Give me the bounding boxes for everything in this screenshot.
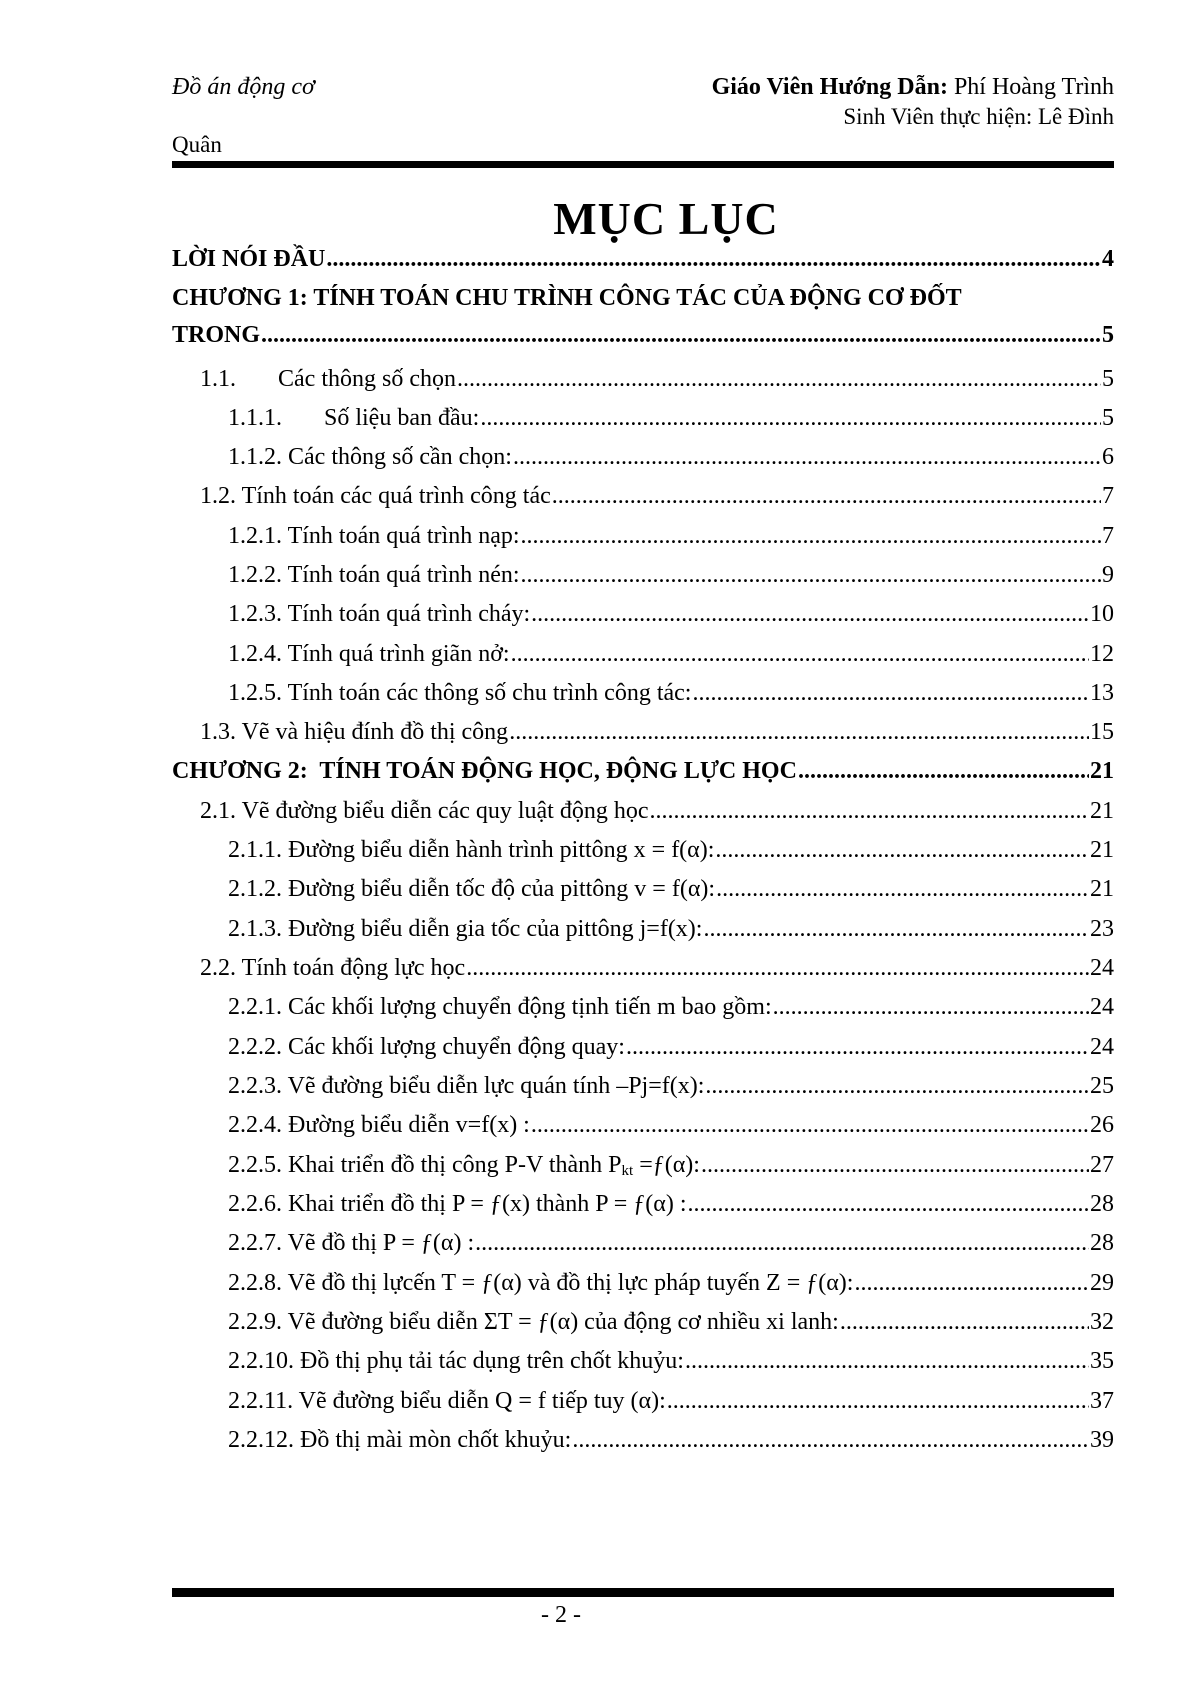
toc-leader-dots [261, 320, 1101, 350]
toc-entry[interactable] [228, 1110, 1114, 1140]
toc-entry-label: 1.1.2. Các thông số cần chọn: [228, 444, 512, 470]
toc-leader-dots [687, 1189, 1089, 1219]
toc-entry-page: 25 [1090, 1073, 1114, 1099]
toc-entry-page: 28 [1090, 1191, 1114, 1217]
toc-entry-page: 5 [1102, 405, 1114, 431]
header-advisor-name: Phí Hoàng Trình [953, 74, 1114, 100]
toc-entry-page: 24 [1090, 994, 1114, 1020]
toc-entry-label: 2.1.1. Đường biểu diễn hành trình pittông x = f(α): [228, 837, 715, 863]
toc-entry[interactable] [200, 481, 1114, 511]
toc-entry[interactable] [228, 560, 1114, 590]
toc-entry-label: 2.2.6. Khai triển đồ thị P = ƒ(x) thành P = ƒ(α) : [228, 1191, 687, 1217]
toc-entry[interactable] [228, 835, 1114, 865]
header-student: Sinh Viên thực hiện: Lê Đình [843, 104, 1114, 129]
toc-leader-dots [475, 1228, 1089, 1258]
header-document-title: Đồ án động cơ [172, 74, 315, 100]
toc-entry-label-subscript: kt [621, 1163, 634, 1179]
toc-entry-label: 1.1. Các thông số chọn [200, 366, 456, 392]
toc-entry-page: 5 [1102, 366, 1114, 392]
toc-entry[interactable] [228, 442, 1114, 472]
toc-entry-page: 6 [1102, 444, 1114, 470]
toc-entry-page: 9 [1102, 562, 1114, 588]
toc-entry-page: 13 [1090, 680, 1114, 706]
toc-leader-dots [692, 678, 1089, 708]
toc-entry[interactable] [228, 1150, 1114, 1186]
toc-entry-label: 2.2.12. Đồ thị mài mòn chốt khuỷu: [228, 1427, 572, 1453]
toc-entry[interactable] [228, 1346, 1114, 1376]
toc-entry[interactable] [228, 874, 1114, 904]
toc-entry[interactable] [228, 1032, 1114, 1062]
toc-entry[interactable] [200, 717, 1114, 747]
toc-entry-label: 2.1.2. Đường biểu diễn tốc độ của pittông v = f(α): [228, 876, 716, 902]
toc-entry[interactable] [228, 1228, 1114, 1258]
toc-entry[interactable] [228, 992, 1114, 1022]
toc-leader-dots [854, 1268, 1089, 1298]
toc-entry-label: 1.2.1. Tính toán quá trình nạp: [228, 523, 520, 549]
toc-leader-dots [511, 639, 1089, 669]
toc-leader-dots [326, 244, 1101, 274]
header-advisor [712, 74, 1114, 101]
toc-entry-label: 1.1.1. Số liệu ban đầu: [228, 405, 480, 431]
toc-leader-dots [572, 1425, 1089, 1455]
toc-entry-page: 39 [1090, 1427, 1114, 1453]
toc-entry-label: 2.2.8. Vẽ đồ thị lựcến T = ƒ(α) và đồ thị lực pháp tuyến Z = ƒ(α): [228, 1270, 854, 1296]
toc-leader-dots [685, 1346, 1089, 1376]
toc-entry-label: 1.2.5. Tính toán các thông số chu trình công tác: [228, 680, 692, 706]
toc-entry-page: 12 [1090, 641, 1114, 667]
toc-entry-label: 1.3. Vẽ và hiệu đính đồ thị công [200, 719, 509, 745]
toc-leader-dots [773, 992, 1089, 1022]
toc-leader-dots [705, 1071, 1089, 1101]
toc-entry-label: 2.1.3. Đường biểu diễn gia tốc của pittông j=f(x): [228, 916, 703, 942]
header-advisor-label: Giáo Viên Hướng Dẫn: [711, 74, 948, 100]
toc-entry-label: 2.2.4. Đường biểu diễn v=f(x) : [228, 1112, 530, 1138]
toc-leader-dots [480, 403, 1101, 433]
toc-entry-page: 37 [1090, 1388, 1114, 1414]
toc-entry-line1[interactable] [172, 283, 1114, 313]
toc-leader-dots [521, 521, 1101, 551]
toc-entry-label-main: 2.2.5. Khai triển đồ thị công P-V thành P [228, 1152, 622, 1178]
toc-entry-label: 2.2.11. Vẽ đường biểu diễn Q = f tiếp tuy (α): [228, 1388, 666, 1414]
toc-leader-dots [531, 1110, 1089, 1140]
toc-leader-dots [513, 442, 1101, 472]
toc-entry-label-tail: =ƒ(α): [633, 1152, 700, 1178]
toc-entry-label: 1.2.3. Tính toán quá trình cháy: [228, 601, 531, 627]
toc-entry-label: CHƯƠNG 1: TÍNH TOÁN CHU TRÌNH CÔNG TÁC CỦA ĐỘNG CƠ ĐỐT [172, 285, 962, 311]
toc-leader-dots [457, 364, 1101, 394]
header-rule [172, 161, 1114, 168]
toc-entry-page: 26 [1090, 1112, 1114, 1138]
toc-entry-label: 1.2. Tính toán các quá trình công tác [200, 483, 551, 509]
toc-entry-label: 2.2.10. Đồ thị phụ tải tác dụng trên chốt khuỷu: [228, 1348, 684, 1374]
toc-entry-label: CHƯƠNG 2: TÍNH TOÁN ĐỘNG HỌC, ĐỘNG LỰC HỌC [172, 758, 797, 784]
toc-entry[interactable] [228, 1268, 1114, 1298]
toc-leader-dots [626, 1032, 1089, 1062]
toc-entry-page: 24 [1090, 955, 1114, 981]
toc-entry-label: 1.2.2. Tính toán quá trình nén: [228, 562, 520, 588]
toc-entry[interactable] [200, 953, 1114, 983]
toc-entry-page: 29 [1090, 1270, 1114, 1296]
toc-entry-page: 23 [1090, 916, 1114, 942]
toc-entry-page: 21 [1090, 876, 1114, 902]
toc-leader-dots [521, 560, 1101, 590]
toc-leader-dots [509, 717, 1089, 747]
toc-entry[interactable] [228, 403, 1114, 433]
toc-entry-page: 4 [1102, 246, 1114, 272]
toc-leader-dots [701, 1150, 1089, 1180]
toc-leader-dots [667, 1386, 1089, 1416]
toc-entry-label: 2.2.7. Vẽ đồ thị P = ƒ(α) : [228, 1230, 475, 1256]
toc-leader-dots [715, 835, 1089, 865]
toc-entry-label: 2.2.9. Vẽ đường biểu diễn ΣT = ƒ(α) của động cơ nhiều xi lanh: [228, 1309, 839, 1335]
toc-entry-page: 7 [1102, 523, 1114, 549]
toc-entry[interactable] [172, 244, 1114, 274]
toc-entry[interactable] [172, 320, 1114, 350]
toc-entry-label [228, 1150, 700, 1186]
toc-entry[interactable] [228, 678, 1114, 708]
toc-entry[interactable] [228, 639, 1114, 669]
toc-entry-page: 7 [1102, 483, 1114, 509]
toc-entry[interactable] [200, 796, 1114, 826]
toc-entry-label: 2.1. Vẽ đường biểu diễn các quy luật động học [200, 798, 649, 824]
toc-leader-dots [798, 756, 1089, 786]
toc-entry-page: 5 [1102, 322, 1114, 348]
toc-leader-dots [531, 599, 1089, 629]
toc-entry-label: 2.2.2. Các khối lượng chuyển động quay: [228, 1034, 625, 1060]
toc-entry[interactable] [228, 914, 1114, 944]
toc-entry[interactable] [228, 599, 1114, 629]
toc-leader-dots [840, 1307, 1089, 1337]
toc-entry-label: 2.2. Tính toán động lực học [200, 955, 466, 981]
footer-rule [172, 1588, 1114, 1597]
toc-entry[interactable] [228, 1425, 1114, 1455]
page-title: MỤC LỤC [553, 193, 779, 244]
toc-entry-label: 2.2.1. Các khối lượng chuyển động tịnh tiến m bao gồm: [228, 994, 772, 1020]
toc-entry-page: 35 [1090, 1348, 1114, 1374]
toc-entry-label: TRONG [172, 322, 261, 348]
toc-entry[interactable] [228, 1386, 1114, 1416]
toc-entry[interactable] [200, 364, 1114, 394]
toc-leader-dots [466, 953, 1089, 983]
toc-leader-dots [650, 796, 1090, 826]
toc-leader-dots [716, 874, 1089, 904]
toc-entry-page: 21 [1090, 758, 1114, 784]
toc-entry[interactable] [228, 1189, 1114, 1219]
toc-entry[interactable] [228, 1307, 1114, 1337]
toc-entry[interactable] [228, 1071, 1114, 1101]
toc-entry[interactable] [228, 521, 1114, 551]
toc-entry-label: 2.2.3. Vẽ đường biểu diễn lực quán tính –Pj=f(x): [228, 1073, 705, 1099]
toc-entry-page: 28 [1090, 1230, 1114, 1256]
toc-entry-label: LỜI NÓI ĐẦU [172, 246, 326, 272]
toc-entry-page: 32 [1090, 1309, 1114, 1335]
toc-entry-page: 21 [1090, 837, 1114, 863]
toc-entry-page: 15 [1090, 719, 1114, 745]
header-student-wrap: Quân [172, 132, 222, 157]
toc-leader-dots [552, 481, 1101, 511]
page-number: - 2 - [541, 1602, 581, 1628]
toc-entry-page: 21 [1090, 798, 1114, 824]
toc-entry-page: 10 [1090, 601, 1114, 627]
toc-entry-page: 27 [1090, 1152, 1114, 1178]
toc-leader-dots [703, 914, 1089, 944]
toc-entry-page: 24 [1090, 1034, 1114, 1060]
toc-entry[interactable] [172, 756, 1114, 786]
toc-entry-label: 1.2.4. Tính quá trình giãn nở: [228, 641, 510, 667]
